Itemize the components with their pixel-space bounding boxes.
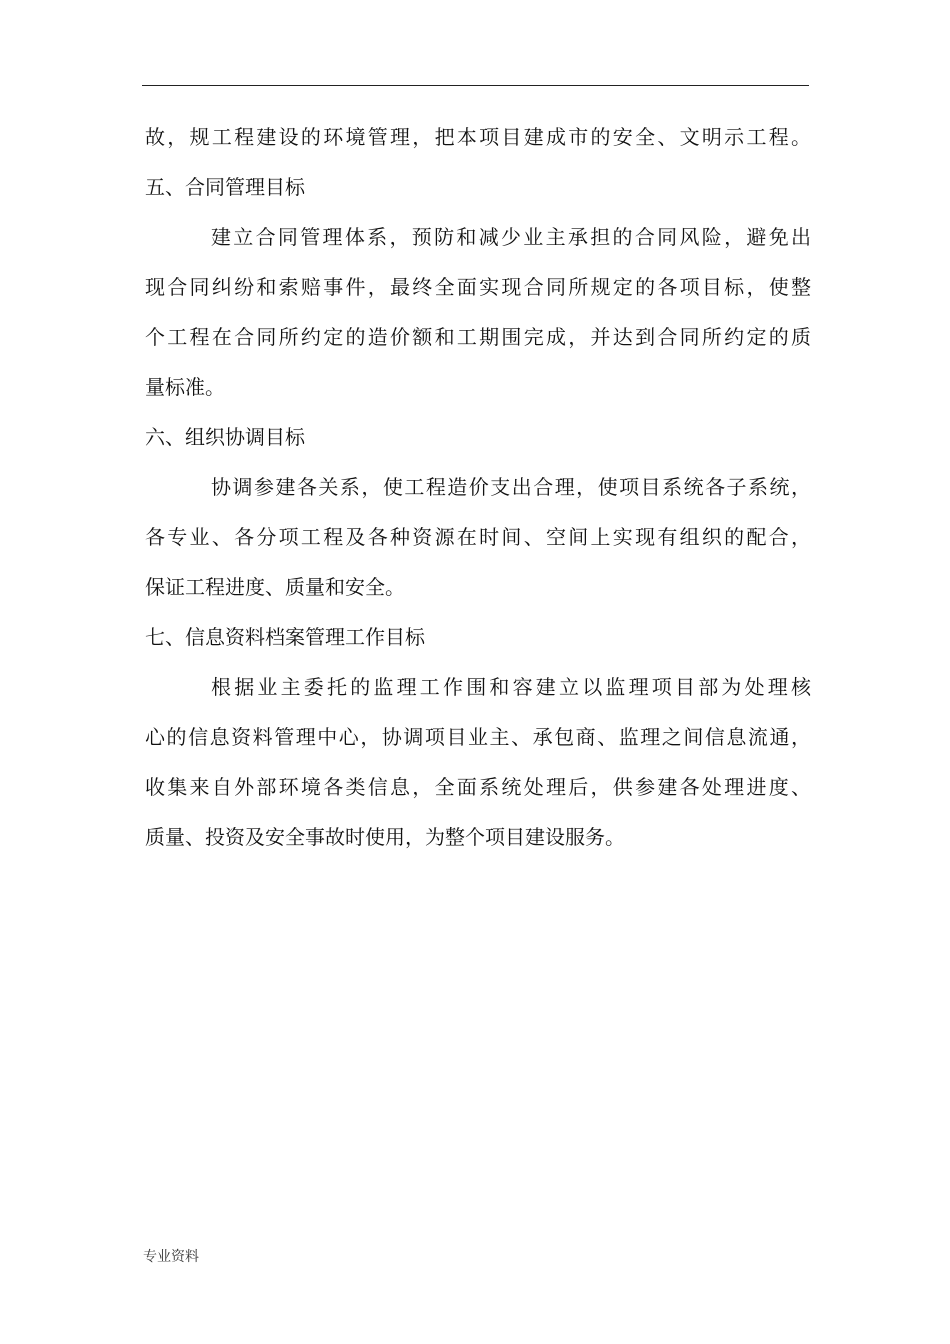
paragraph-line: 个工程在合同所约定的造价额和工期围完成，并达到合同所约定的质 [145, 325, 811, 349]
header-rule [142, 85, 809, 86]
page-footer: 专业资料 [143, 1249, 199, 1265]
paragraph-line: 协调参建各关系，使工程造价支出合理，使项目系统各子系统， [211, 475, 811, 499]
section-heading-contract: 五、合同管理目标 [145, 175, 305, 199]
document-body [145, 112, 811, 862]
paragraph-line: 各专业、各分项工程及各种资源在时间、空间上实现有组织的配合， [145, 525, 811, 549]
section-heading-coordination: 六、组织协调目标 [145, 425, 305, 449]
section-heading-information: 七、信息资料档案管理工作目标 [145, 625, 425, 649]
paragraph-line: 保证工程进度、质量和安全。 [145, 575, 405, 599]
paragraph-line: 故，规工程建设的环境管理，把本项目建成市的安全、文明示工程。 [145, 125, 811, 149]
paragraph-line: 收集来自外部环境各类信息，全面系统处理后，供参建各处理进度、 [145, 775, 811, 799]
paragraph-line: 根据业主委托的监理工作围和容建立以监理项目部为处理核 [211, 675, 811, 699]
paragraph-line: 建立合同管理体系，预防和减少业主承担的合同风险，避免出 [211, 225, 811, 249]
paragraph-line: 现合同纠纷和索赔事件，最终全面实现合同所规定的各项目标，使整 [145, 275, 811, 299]
paragraph-line: 质量、投资及安全事故时使用，为整个项目建设服务。 [145, 825, 625, 849]
paragraph-line: 量标准。 [145, 375, 225, 399]
paragraph-line: 心的信息资料管理中心，协调项目业主、承包商、监理之间信息流通， [145, 725, 811, 749]
